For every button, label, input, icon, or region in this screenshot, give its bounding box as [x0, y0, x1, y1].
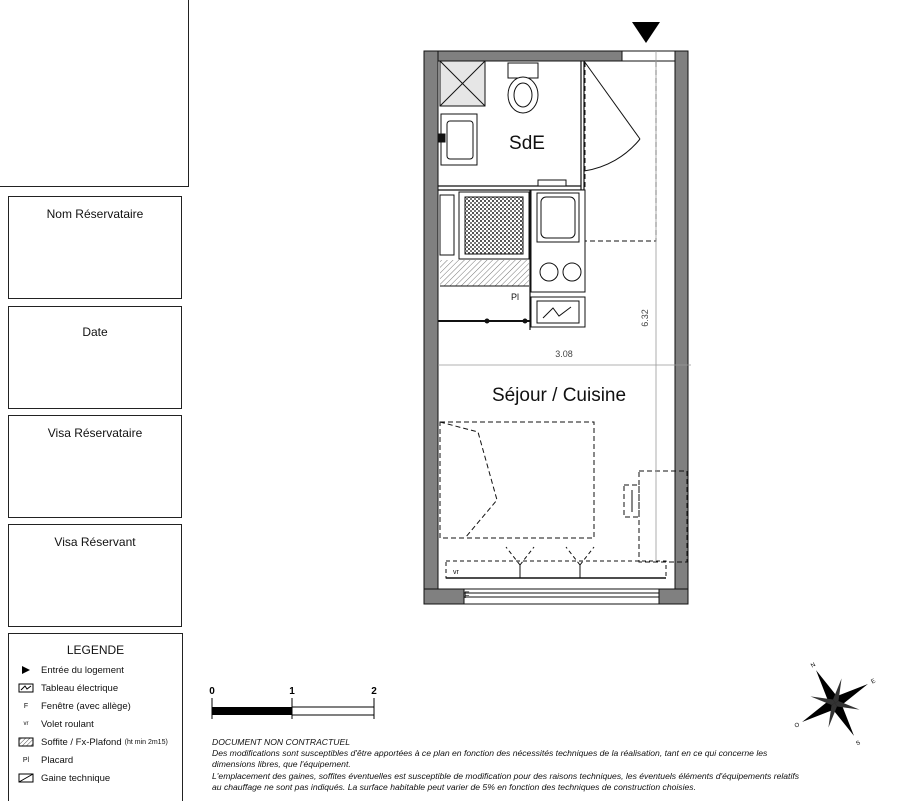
placard-label: Pl — [511, 292, 520, 302]
legend-note: (ht min 2m15) — [124, 738, 168, 746]
legend-label: Fenêtre (avec allège) — [41, 700, 131, 712]
disclaimer-line: Des modifications sont susceptibles d'être apportées à ce plan en fonction des nécessités techniques de la réalisation, tant en ce qui concerne les — [212, 748, 768, 759]
legend-label: Volet roulant — [41, 718, 94, 730]
legend-label: Soffite / Fx-Plafond — [41, 736, 122, 748]
disclaimer — [212, 737, 902, 793]
room-label-sde: SdE — [509, 133, 545, 154]
scale-tick-2: 2 — [371, 686, 377, 697]
compass-letter: N — [810, 662, 817, 670]
disclaimer-line: dimensions libres, que l'équipement. — [212, 759, 351, 770]
sde-door — [584, 51, 675, 171]
entry-arrow-icon — [632, 22, 660, 43]
window-label: F — [464, 590, 470, 600]
disclaimer-title: DOCUMENT NON CONTRACTUEL — [212, 737, 350, 747]
legend-label: Placard — [41, 754, 74, 766]
dim-width-label: 3.08 — [555, 349, 573, 359]
box-label: Visa Réservataire — [47, 426, 143, 440]
compass-letter: S — [855, 740, 862, 748]
rolling-shutter-icon: vr — [23, 721, 29, 727]
compass-letter: E — [870, 678, 877, 686]
window-icon: F — [23, 702, 29, 710]
box-label: Visa Réservant — [54, 535, 136, 549]
box-label: Nom Réservataire — [46, 207, 144, 221]
disclaimer-line: au chauffage ne sont pas indiqués. La surface habitable peut varier de 5% en fonction des techniques de construction choisies. — [212, 781, 696, 792]
box-label: Date — [82, 325, 108, 339]
disclaimer-line: L'emplacement des gaines, soffites éventuelles est susceptible de modification pour des raisons techniques, les éventuels éléments d'équipements relatifs — [212, 770, 800, 781]
legend-label: Entrée du logement — [41, 664, 124, 676]
room-label-sejour: Séjour / Cuisine — [491, 385, 627, 406]
legend-label: Tableau électrique — [41, 682, 119, 694]
dim-depth-label: 6.32 — [640, 309, 650, 327]
scale-bar — [209, 686, 377, 719]
shutter-label: vr — [453, 569, 459, 576]
window — [446, 547, 666, 604]
kitchen-block — [440, 180, 585, 327]
scale-tick-0: 0 — [209, 686, 215, 697]
legend-title: LEGENDE — [66, 643, 125, 657]
compass-letter: O — [793, 722, 801, 730]
scale-tick-1: 1 — [289, 686, 295, 697]
closet-icon: Pl — [22, 756, 30, 764]
legend-label: Gaine technique — [41, 772, 111, 784]
